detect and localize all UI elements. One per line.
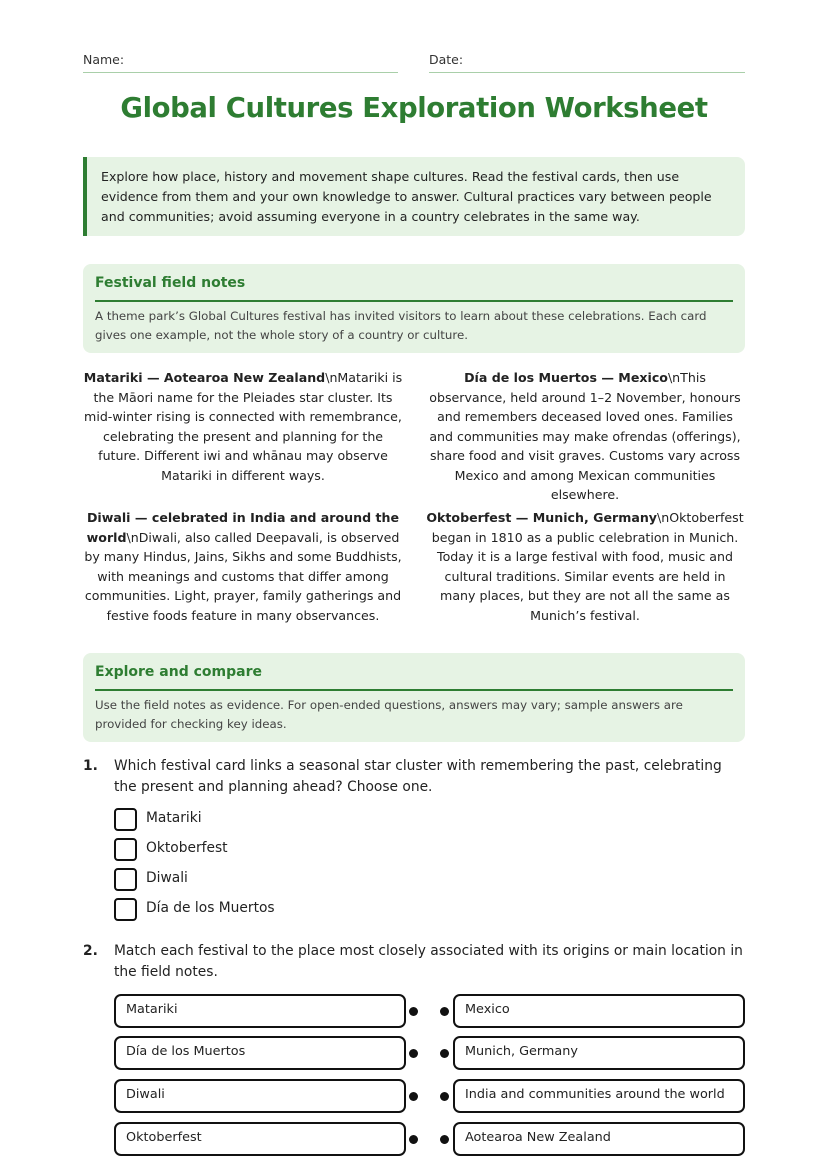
match-right-item[interactable]: Munich, Germany [453, 1036, 745, 1070]
field-notes-panel [83, 264, 745, 353]
festival-card-matariki [83, 368, 403, 485]
match-right-dot[interactable] [440, 1007, 449, 1016]
card-title: Oktoberfest — Munich, Germany [426, 510, 657, 525]
match-left-item[interactable]: Oktoberfest [114, 1122, 406, 1156]
match-left-item[interactable]: Diwali [114, 1079, 406, 1113]
header-row [83, 52, 745, 74]
option-label: Día de los Muertos [146, 900, 275, 916]
checkbox[interactable] [114, 868, 137, 891]
match-left-dot[interactable] [409, 1007, 418, 1016]
festival-card-dia-de-los-muertos [425, 368, 745, 505]
question-text: Match each festival to the place most closely associated with its origins or main location in the field notes. [114, 943, 743, 980]
worksheet-title: Global Cultures Exploration Worksheet [120, 92, 708, 124]
match-left-item[interactable]: Día de los Muertos [114, 1036, 406, 1070]
question-1 [83, 756, 745, 800]
date-field[interactable] [429, 52, 745, 73]
question-number: 1. [83, 758, 98, 774]
match-right-dot[interactable] [440, 1049, 449, 1058]
card-body: \nOktoberfest began in 1810 as a public celebration in Munich. Today it is a large festival with food, music and cultural traditions. Similar events are held in many places, but they are not all the same as Munich’s festival. [431, 510, 744, 623]
question-text: Which festival card links a seasonal star cluster with remembering the past, celebrating the present and planning ahead? Choose one. [114, 758, 722, 795]
match-left-dot[interactable] [409, 1049, 418, 1058]
checkbox[interactable] [114, 838, 137, 861]
card-body: \nThis observance, held around 1–2 November, honours and remembers deceased loved ones. Families and communities may make ofrendas (offerings), share food and visit graves. Customs vary across Mexico and among Mexican communities elsewhere. [429, 370, 741, 502]
intro-callout: Explore how place, history and movement shape cultures. Read the festival cards, then use evidence from them and your own knowledge to answer. Cultural practices vary between people and communities; avoid assuming everyone in a country celebrates in the same way. [83, 157, 745, 236]
name-label: Name: [83, 52, 125, 67]
option-label: Matariki [146, 810, 202, 826]
card-title: Matariki — Aotearoa New Zealand [83, 370, 326, 385]
match-right-item[interactable]: Aotearoa New Zealand [453, 1122, 745, 1156]
card-title: Día de los Muertos — Mexico [464, 370, 668, 385]
explore-text: Use the field notes as evidence. For open-ended questions, answers may vary; sample answers are provided for checking key ideas. [95, 698, 683, 731]
checkbox[interactable] [114, 808, 137, 831]
match-right-dot[interactable] [440, 1092, 449, 1101]
match-right-item[interactable]: Mexico [453, 994, 745, 1028]
option-label: Oktoberfest [146, 840, 228, 856]
option-label: Diwali [146, 870, 188, 886]
card-body: \nMatariki is the Māori name for the Pleiades star cluster. Its mid-winter rising is connected with remembrance, celebrating the present and planning for the future. Different iwi and whānau may observe Matariki in different ways. [84, 370, 403, 483]
question-number: 2. [83, 943, 98, 959]
explore-heading: Explore and compare [95, 653, 733, 691]
checkbox[interactable] [114, 898, 137, 921]
field-notes-heading: Festival field notes [95, 264, 733, 302]
match-left-dot[interactable] [409, 1092, 418, 1101]
date-label: Date: [429, 52, 464, 67]
festival-card-diwali [83, 508, 403, 625]
match-left-dot[interactable] [409, 1135, 418, 1144]
festival-card-oktoberfest [425, 508, 745, 625]
card-body: \nDiwali, also called Deepavali, is observed by many Hindus, Jains, Sikhs and some Buddhists, with meanings and customs that differ among communities. Light, prayer, family gatherings and festive foods feature in many observances. [84, 529, 402, 623]
match-right-dot[interactable] [440, 1135, 449, 1144]
match-left-item[interactable]: Matariki [114, 994, 406, 1028]
field-notes-text: A theme park’s Global Cultures festival has invited visitors to learn about these celebrations. Each card gives one example, not the whole story of a country or culture. [95, 309, 707, 342]
card-title: Diwali — celebrated in India and around the world [86, 510, 400, 545]
name-field[interactable] [83, 52, 398, 73]
question-2 [83, 941, 745, 985]
match-right-item[interactable]: India and communities around the world [453, 1079, 745, 1113]
explore-panel [83, 653, 745, 742]
